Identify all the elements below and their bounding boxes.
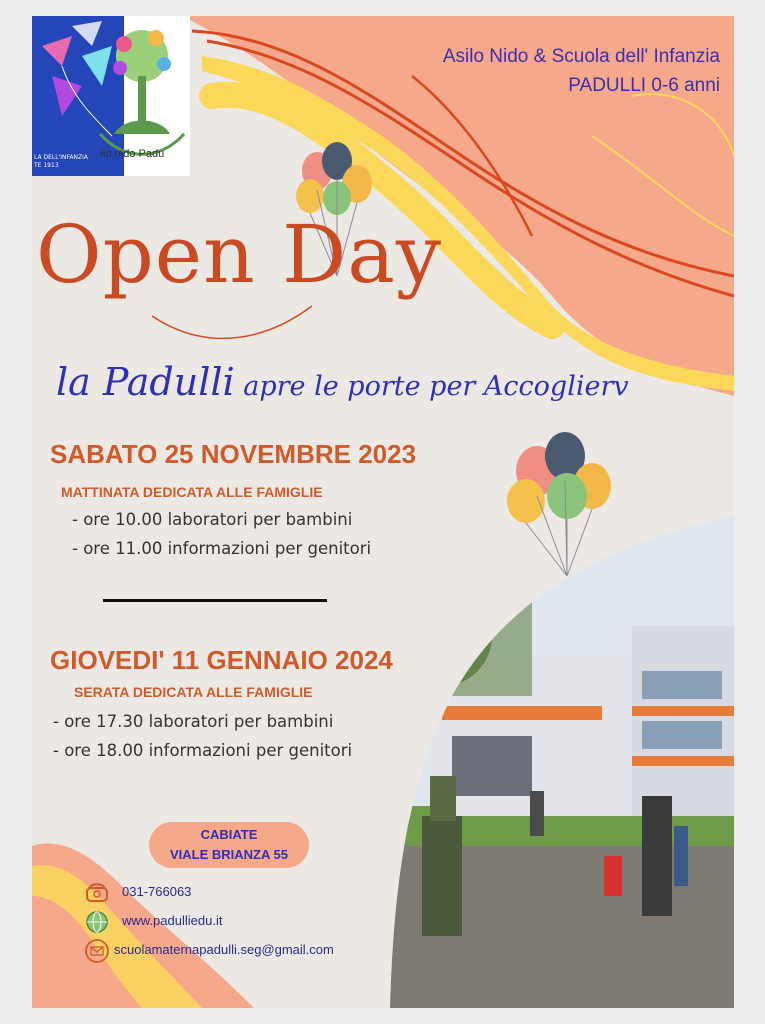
tagline bbox=[56, 360, 629, 404]
event1-item: - ore 10.00 laboratori per bambini bbox=[72, 510, 353, 529]
email-icon bbox=[84, 938, 110, 964]
phone-link[interactable]: 031-766063 bbox=[122, 884, 192, 899]
school-name-line1: Asilo Nido & Scuola dell' Infanzia bbox=[442, 46, 720, 67]
open-day-poster bbox=[32, 16, 734, 1008]
logo-right-caption: Ilo nido Padu bbox=[100, 148, 165, 160]
logo-caption-line1: LA DELL'INFANZIA bbox=[34, 154, 88, 161]
address-city: CABIATE bbox=[200, 827, 258, 842]
school-name bbox=[443, 42, 720, 100]
event2-item: - ore 17.30 laboratori per bambini bbox=[53, 712, 334, 731]
event1-item: - ore 11.00 informazioni per genitori bbox=[72, 539, 372, 558]
event1-date: SABATO 25 NOVEMBRE 2023 bbox=[50, 439, 417, 469]
phone-icon bbox=[84, 880, 110, 906]
tagline-part2: apre le porte per Accoglierv bbox=[234, 371, 629, 402]
event2-date: GIOVEDI' 11 GENNAIO 2024 bbox=[50, 645, 393, 675]
page-title: Open Day bbox=[36, 208, 443, 301]
tagline-part1: la Padulli bbox=[56, 360, 235, 404]
school-name-line2: PADULLI 0-6 anni bbox=[568, 75, 720, 96]
address-badge bbox=[149, 822, 309, 868]
divider bbox=[103, 599, 327, 602]
event2-subtitle: SERATA DEDICATA ALLE FAMIGLIE bbox=[74, 684, 313, 700]
school-logo bbox=[32, 16, 190, 176]
logo-left-caption bbox=[34, 154, 88, 170]
logo-right-panel bbox=[94, 16, 190, 176]
event1-subtitle: MATTINATA DEDICATA ALLE FAMIGLIE bbox=[61, 484, 323, 500]
logo-caption-line2: TE 1913 bbox=[34, 162, 59, 169]
email-link[interactable]: scuolamaternapadulli.seg@gmail.com bbox=[114, 942, 334, 957]
event2-item: - ore 18.00 informazioni per genitori bbox=[53, 741, 353, 760]
website-link[interactable]: www.padulliedu.it bbox=[122, 913, 223, 928]
globe-icon bbox=[84, 909, 110, 935]
address-street: VIALE BRIANZA 55 bbox=[170, 847, 288, 862]
